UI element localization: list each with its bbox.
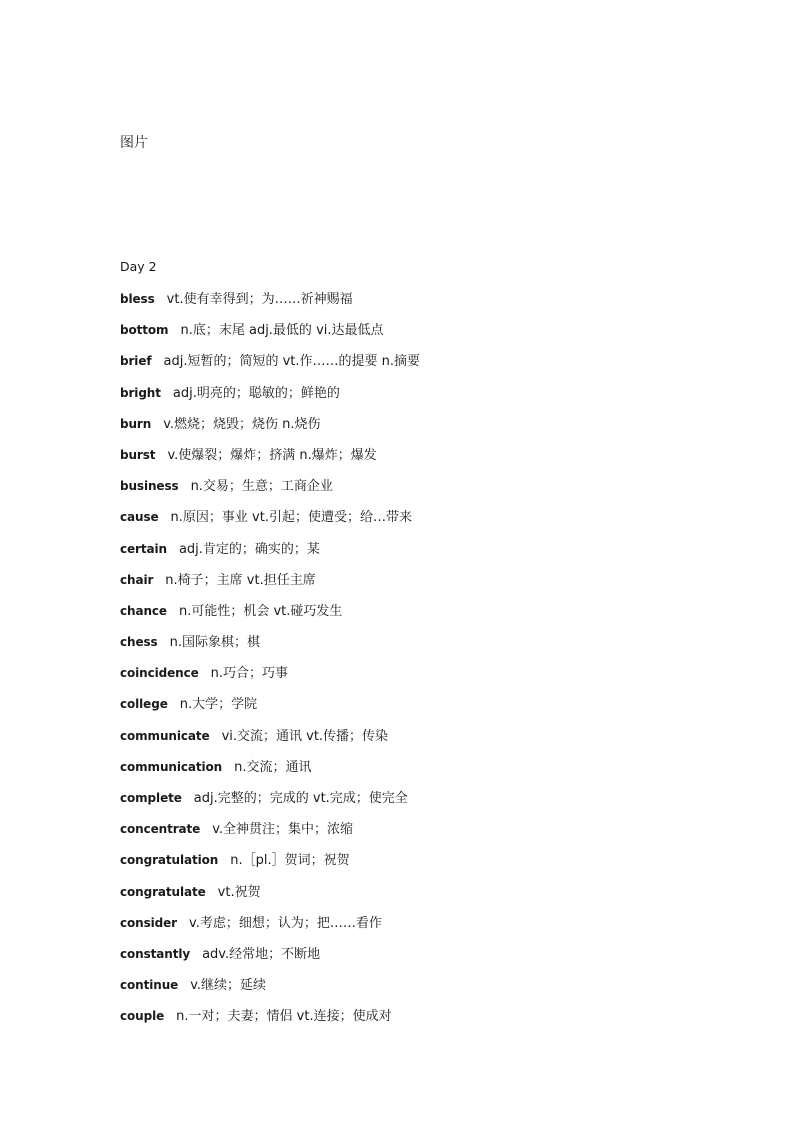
vocab-entry xyxy=(120,415,420,446)
vocab-word: chair xyxy=(120,572,154,587)
vocab-entry xyxy=(120,290,420,321)
vocab-entry xyxy=(120,571,420,602)
vocab-entry xyxy=(120,758,420,789)
vocab-definition: n.国际象棋；棋 xyxy=(169,635,260,651)
vocab-definition: v.继续；延续 xyxy=(190,978,267,994)
vocab-entry xyxy=(120,727,420,758)
vocab-word: couple xyxy=(120,1009,165,1024)
vocab-definition: n.原因；事业 vt.引起；使遭受；给…带来 xyxy=(170,510,412,526)
vocab-word: continue xyxy=(120,978,179,993)
vocab-word: communication xyxy=(120,759,223,774)
vocab-definition: n.交易；生意；工商企业 xyxy=(190,479,333,495)
vocab-entry xyxy=(120,1007,420,1038)
vocab-word: communicate xyxy=(120,728,210,743)
vocab-definition: n.可能性；机会 vt.碰巧发生 xyxy=(178,603,343,619)
vocab-word: congratulation xyxy=(120,853,219,868)
vocab-entry xyxy=(120,633,420,664)
vocab-entry xyxy=(120,820,420,851)
vocab-entry xyxy=(120,352,420,383)
vocab-word: business xyxy=(120,479,179,494)
vocab-word: college xyxy=(120,697,168,712)
vocab-definition: n.大学；学院 xyxy=(179,697,258,713)
vocab-definition: n.一对；夫妻；情侣 vt.连接；使成对 xyxy=(176,1009,392,1025)
vocabulary-list xyxy=(120,290,420,1039)
vocab-entry xyxy=(120,789,420,820)
vocab-definition: n.［pl.］贺词；祝贺 xyxy=(230,853,350,869)
vocab-entry xyxy=(120,695,420,726)
vocab-definition: v.燃烧；烧毁；烧伤 n.烧伤 xyxy=(163,416,321,432)
vocab-entry xyxy=(120,914,420,945)
vocab-definition: vt.使有幸得到；为……祈神赐福 xyxy=(166,292,353,307)
vocab-definition: adv.经常地；不断地 xyxy=(202,946,321,962)
vocab-word: constantly xyxy=(120,946,191,961)
vocab-definition: adj.肯定的；确实的；某 xyxy=(178,541,320,557)
day-heading: Day 2 xyxy=(120,259,157,274)
vocab-word: chess xyxy=(120,635,158,650)
vocab-definition: adj.明亮的；聪敏的；鲜艳的 xyxy=(172,385,340,401)
vocab-entry xyxy=(120,446,420,477)
vocab-entry xyxy=(120,976,420,1007)
vocab-word: consider xyxy=(120,915,178,930)
vocab-word: chance xyxy=(120,603,167,618)
vocab-word: brief xyxy=(120,354,152,369)
vocab-definition: adj.短暂的；简短的 vt.作……的提要 n.摘要 xyxy=(163,354,421,370)
vocab-word: coincidence xyxy=(120,666,199,681)
image-placeholder-label: 图片 xyxy=(120,135,148,151)
vocab-definition: v.使爆裂；爆炸；挤满 n.爆炸；爆发 xyxy=(167,447,377,463)
vocab-entry xyxy=(120,477,420,508)
vocab-entry xyxy=(120,883,420,914)
vocab-word: bright xyxy=(120,385,161,400)
vocab-word: congratulate xyxy=(120,884,206,899)
vocab-word: certain xyxy=(120,541,167,556)
vocab-definition: n.巧合；巧事 xyxy=(210,666,289,682)
vocab-word: concentrate xyxy=(120,822,201,837)
vocab-word: complete xyxy=(120,791,182,805)
vocab-definition: n.底；末尾 adj.最低的 vi.达最低点 xyxy=(180,323,384,339)
vocab-entry xyxy=(120,851,420,882)
vocab-entry xyxy=(120,945,420,976)
vocab-entry xyxy=(120,664,420,695)
vocab-word: burn xyxy=(120,416,152,431)
vocab-definition: vt.祝贺 xyxy=(217,884,261,900)
vocab-definition: n.椅子；主席 vt.担任主席 xyxy=(165,572,316,588)
vocab-entry xyxy=(120,384,420,415)
vocab-definition: n.交流；通讯 xyxy=(234,759,312,775)
vocab-word: burst xyxy=(120,447,156,462)
vocab-word: cause xyxy=(120,510,159,525)
vocab-definition: adj.完整的；完成的 vt.完成；使完全 xyxy=(193,791,408,806)
vocab-entry xyxy=(120,321,420,352)
vocab-word: bottom xyxy=(120,323,169,338)
vocab-entry xyxy=(120,602,420,633)
vocab-entry xyxy=(120,508,420,539)
vocab-definition: vi.交流；通讯 vt.传播；传染 xyxy=(221,728,389,744)
vocab-definition: v.全神贯注；集中；浓缩 xyxy=(212,822,354,838)
vocab-word: bless xyxy=(120,292,155,306)
vocab-definition: v.考虑；细想；认为；把……看作 xyxy=(189,915,382,931)
vocab-entry xyxy=(120,540,420,571)
